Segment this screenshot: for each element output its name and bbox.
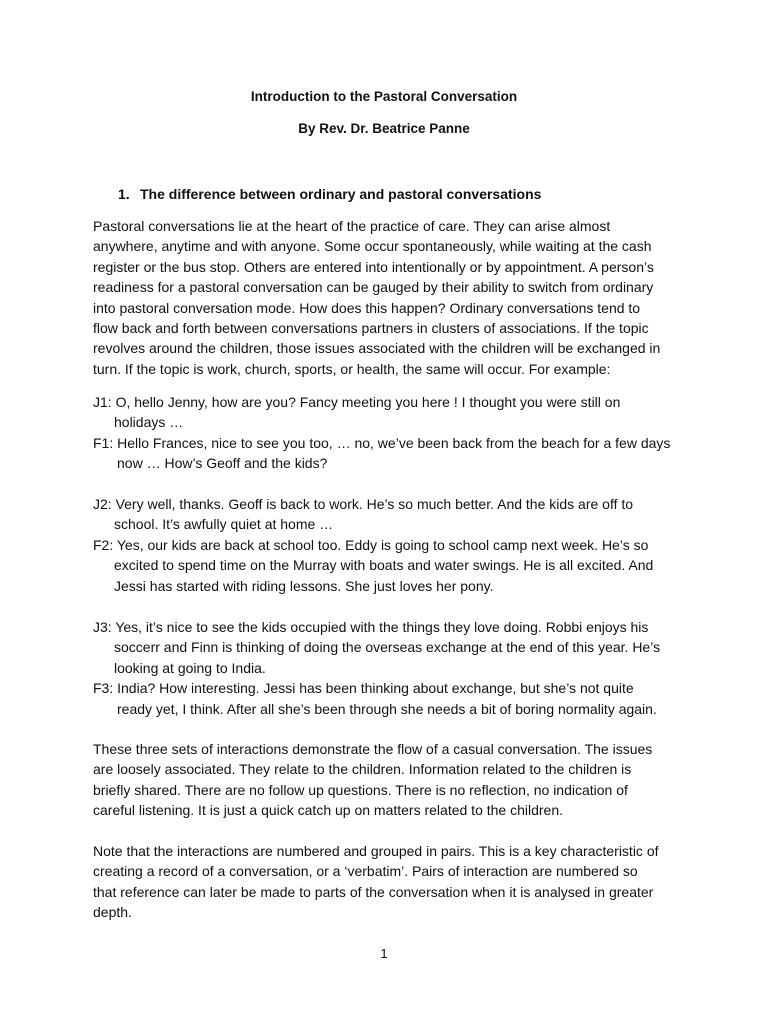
intro-paragraph (93, 216, 683, 379)
dialogue-line-j2: J2: Very well, thanks. Geoff is back to work. He’s so much better. And the kids are off to (93, 496, 634, 512)
paragraph-line: anywhere, anytime and with anyone. Some occur spontaneously, while waiting at the cash (93, 238, 652, 255)
paragraph-line: Note that the interactions are numbered and grouped in pairs. This is a key characteristic of (93, 843, 659, 859)
paragraph-line: creating a record of a conversation, or a ‘verbatim’. Pairs of interaction are numbered so (93, 863, 638, 880)
dialogue-line-f1: F1: Hello Frances, nice to see you too, … no, we’ve been back from the beach for a few days (93, 434, 671, 451)
dialogue-line-f2-cont: Jessi has started with riding lessons. She just loves her pony. (114, 577, 494, 594)
dialogue-exchange-3 (93, 617, 683, 719)
paragraph-line: into pastoral conversation mode. How does this happen? Ordinary conversations tend to (93, 299, 641, 316)
dialogue-line-j2-cont: school. It’s awfully quiet at home … (114, 516, 334, 533)
paragraph-line: Pastoral conversations lie at the heart of the practice of care. They can arise almost (93, 218, 611, 234)
dialogue-exchange-2 (93, 494, 683, 596)
dialogue-line-f3: F3: India? How interesting. Jessi has been thinking about exchange, but she’s not quite (93, 680, 634, 697)
page-number: 1 (380, 946, 388, 961)
dialogue-line-j3: J3: Yes, it’s nice to see the kids occupied with the things they love doing. Robbi enjoys his (93, 619, 649, 635)
paragraph-line: flow back and forth between conversations partners in clusters of associations. If the topic (93, 319, 649, 336)
paragraph-line: depth. (93, 904, 132, 921)
dialogue-line-f2: F2: Yes, our kids are back at school too. Eddy is going to school camp next week. He’s so (93, 536, 649, 553)
dialogue-line-f3-cont: ready yet, I think. After all she’s been through she needs a bit of boring normality again. (117, 700, 657, 717)
paragraph-line: revolves around the children, those issues associated with the children will be exchanged in (93, 340, 661, 357)
document-title: Introduction to the Pastoral Conversation (250, 89, 518, 104)
paragraph-line: These three sets of interactions demonstrate the flow of a casual conversation. The issues (93, 741, 653, 757)
dialogue-exchange-1 (93, 392, 683, 474)
dialogue-line-j3-cont: looking at going to India. (114, 659, 266, 676)
paragraph-line: careful listening. It is just a quick catch up on matters related to the children. (93, 802, 564, 819)
dialogue-line-j1-cont: holidays … (114, 414, 184, 431)
dialogue-line-f1-cont: now … How’s Geoff and the kids? (117, 455, 328, 472)
paragraph-line: readiness for a pastoral conversation can be gauged by their ability to switch from ordinary (93, 279, 654, 296)
paragraph-line: turn. If the topic is work, church, sports, or health, the same will occur. For example: (93, 360, 611, 377)
dialogue-line-f2-cont: excited to spend time on the Murray with boats and water swings. He is all excited. And (114, 557, 654, 574)
paragraph-line: briefly shared. There are no follow up questions. There is no reflection, no indication of (93, 781, 628, 798)
section-number: 1. (118, 186, 130, 202)
document-author: By Rev. Dr. Beatrice Panne (298, 121, 470, 136)
section-heading-text: The difference between ordinary and pastoral conversations (140, 186, 542, 202)
paragraph-line: are loosely associated. They relate to the children. Information related to the children is (93, 761, 632, 778)
note-paragraph (93, 841, 683, 923)
section-heading (118, 183, 541, 205)
dialogue-line-j1: J1: O, hello Jenny, how are you? Fancy meeting you here ! I thought you were still on (93, 394, 621, 410)
analysis-paragraph (93, 739, 683, 821)
paragraph-line: that reference can later be made to parts of the conversation when it is analysed in greater (93, 883, 654, 900)
paragraph-line: register or the bus stop. Others are entered into intentionally or by appointment. A person’s (93, 258, 654, 275)
dialogue-line-j3-cont: soccerr and Finn is thinking of doing the overseas exchange at the end of this year. He’s (114, 639, 661, 656)
